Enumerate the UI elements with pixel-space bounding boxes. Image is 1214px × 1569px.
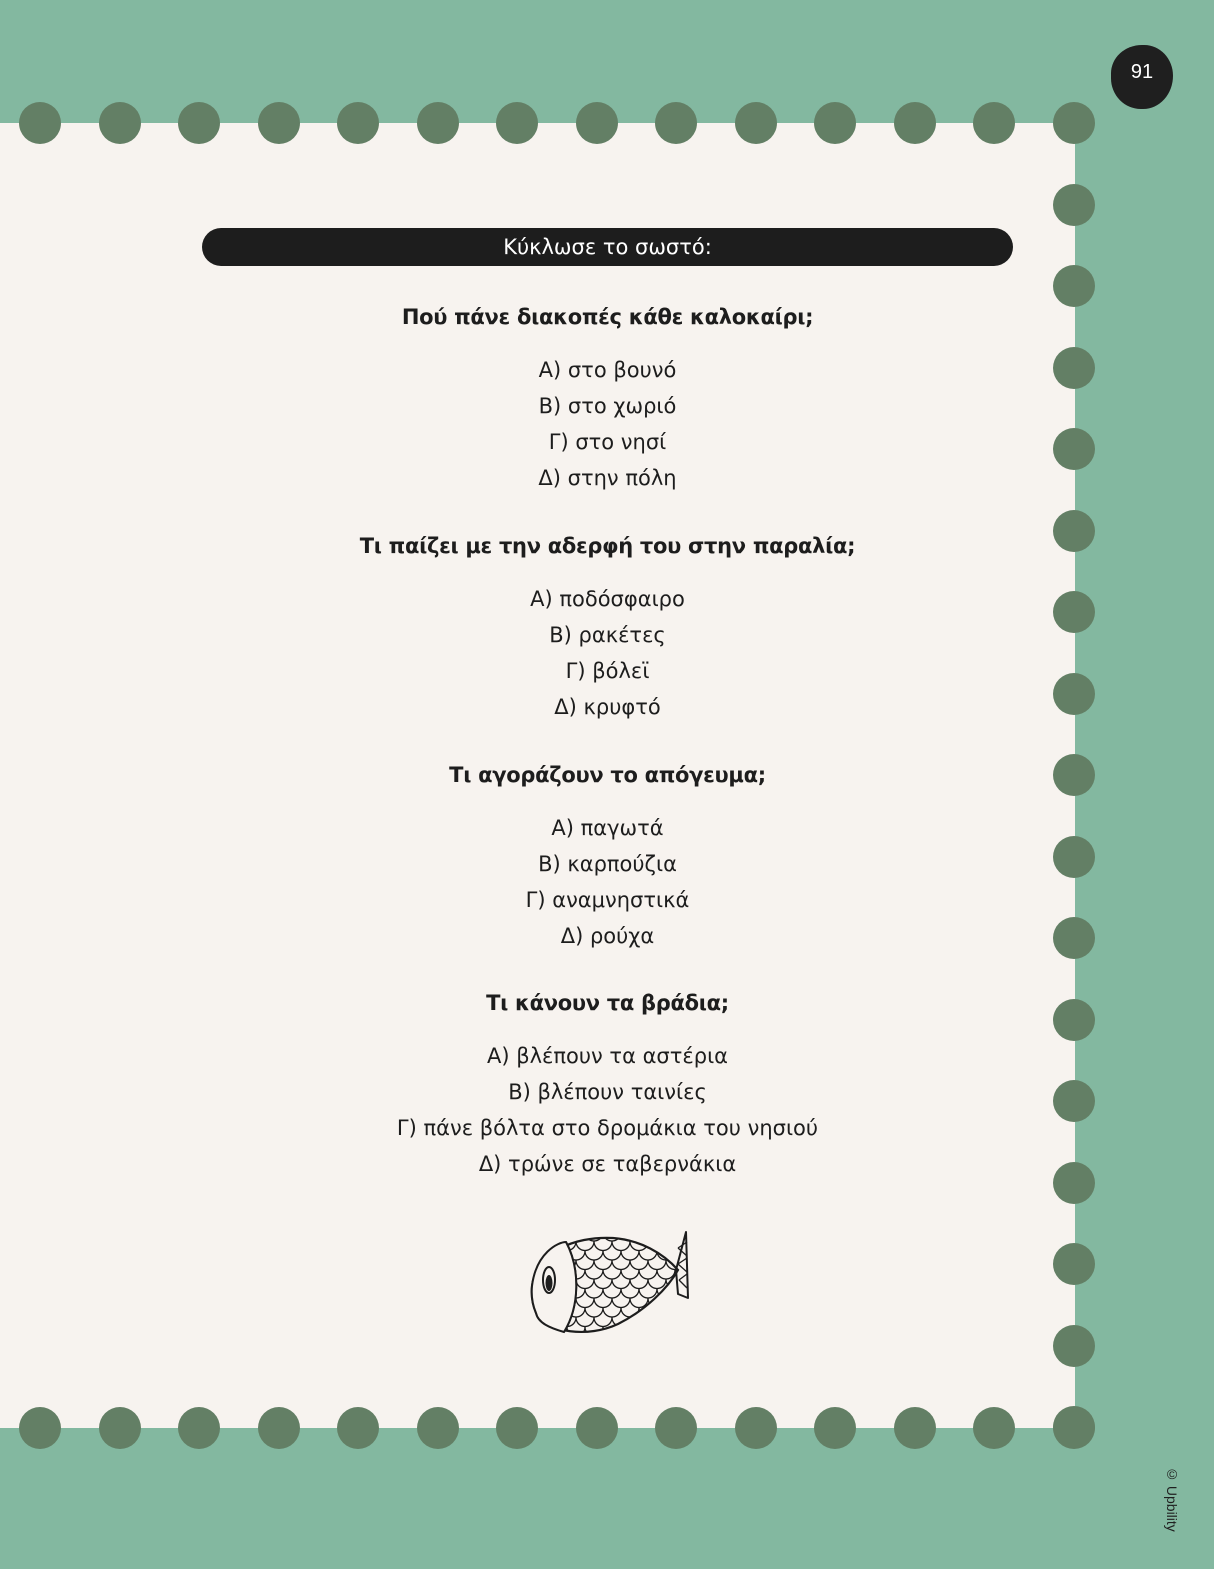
decorative-dot <box>1053 591 1095 633</box>
answer-option[interactable]: Δ) στην πόλη <box>538 466 677 490</box>
question-block <box>202 531 1013 725</box>
decorative-dot <box>417 1407 459 1449</box>
fish-scale <box>603 1270 621 1279</box>
question-block <box>202 988 1013 1182</box>
decorative-dot <box>1053 102 1095 144</box>
decorative-dot <box>496 102 538 144</box>
fish-scale <box>594 1299 612 1308</box>
fish-scale <box>639 1251 657 1260</box>
decorative-dot <box>576 102 618 144</box>
decorative-dot <box>973 102 1015 144</box>
fish-scale <box>612 1261 630 1270</box>
decorative-dot <box>19 1407 61 1449</box>
decorative-dot <box>735 1407 777 1449</box>
decorative-dot <box>1053 1407 1095 1449</box>
instruction-text: Κύκλωσε το σωστό: <box>503 235 712 259</box>
fish-scale <box>621 1289 639 1298</box>
decorative-dot <box>1053 999 1095 1041</box>
page-number-badge <box>1111 45 1173 109</box>
fish-scale <box>630 1280 648 1289</box>
fish-scale <box>675 1232 690 1241</box>
fish-scale <box>576 1261 594 1270</box>
decorative-dot <box>1053 1243 1095 1285</box>
decorative-dot <box>1053 265 1095 307</box>
decorative-dot <box>973 1407 1015 1449</box>
decorative-dot <box>1053 1162 1095 1204</box>
fish-scale <box>612 1299 630 1308</box>
instruction-banner <box>202 228 1013 266</box>
decorative-dot <box>894 1407 936 1449</box>
fish-scale <box>612 1280 630 1289</box>
fish-scale <box>576 1299 594 1308</box>
decorative-dot <box>1053 1325 1095 1367</box>
question-text: Πού πάνε διακοπές κάθε καλοκαίρι; <box>401 305 814 329</box>
answer-option[interactable]: Β) καρπούζια <box>538 852 677 876</box>
copyright-label: © Upbility <box>1164 1466 1180 1532</box>
answer-option[interactable]: Β) ρακέτες <box>549 623 666 647</box>
fish-scale <box>666 1299 684 1308</box>
fish-scale <box>576 1318 594 1327</box>
fish-scale <box>657 1327 675 1336</box>
fish-scale <box>648 1261 666 1270</box>
decorative-dot <box>814 1407 856 1449</box>
fish-scale <box>639 1289 657 1298</box>
fish-scale <box>594 1261 612 1270</box>
decorative-dot <box>1053 754 1095 796</box>
answer-option[interactable]: Α) βλέπουν τα αστέρια <box>486 1044 729 1068</box>
fish-icon <box>528 1228 690 1338</box>
fish-scale <box>657 1232 675 1241</box>
fish-scale <box>621 1270 639 1279</box>
answer-option[interactable]: Α) στο βουνό <box>538 358 677 382</box>
fish-scale <box>630 1261 648 1270</box>
fish-scale <box>621 1251 639 1260</box>
decorative-dot <box>1053 428 1095 470</box>
fish-scale <box>603 1308 621 1317</box>
decorative-dot <box>655 102 697 144</box>
decorative-dot <box>496 1407 538 1449</box>
fish-scale <box>585 1289 603 1298</box>
answer-option[interactable]: Δ) ρούχα <box>560 924 655 948</box>
decorative-dot <box>99 102 141 144</box>
fish-scale <box>594 1280 612 1289</box>
answer-option[interactable]: Γ) πάνε βόλτα στο δρομάκια του νησιού <box>396 1116 819 1140</box>
question-text: Τι παίζει με την αδερφή του στην παραλία; <box>359 534 856 558</box>
answer-option[interactable]: Β) βλέπουν ταινίες <box>508 1080 707 1104</box>
decorative-dot <box>337 102 379 144</box>
question-text: Τι κάνουν τα βράδια; <box>486 991 729 1015</box>
decorative-dot <box>1053 673 1095 715</box>
decorative-dot <box>337 1407 379 1449</box>
fish-scale <box>585 1251 603 1260</box>
question-block <box>202 760 1013 954</box>
fish-scale <box>549 1232 567 1241</box>
decorative-dot <box>1053 1080 1095 1122</box>
fish-scale <box>639 1270 657 1279</box>
fish-scale <box>585 1270 603 1279</box>
decorative-dot <box>19 102 61 144</box>
decorative-dot <box>576 1407 618 1449</box>
decorative-dot <box>814 102 856 144</box>
page-number: 91 <box>1130 61 1154 83</box>
answer-option[interactable]: Α) παγωτά <box>551 816 664 840</box>
decorative-dot <box>417 102 459 144</box>
answer-option[interactable]: Γ) αναμνηστικά <box>525 888 690 912</box>
fish-scale <box>603 1251 621 1260</box>
fish-scale <box>630 1318 648 1327</box>
answer-option[interactable]: Δ) τρώνε σε ταβερνάκια <box>478 1152 737 1176</box>
fish-scale <box>657 1308 675 1317</box>
answer-option[interactable]: Α) ποδόσφαιρο <box>530 587 685 611</box>
fish-scale <box>666 1318 684 1327</box>
fish-scale <box>585 1308 603 1317</box>
decorative-dot <box>1053 510 1095 552</box>
fish-scale <box>639 1327 657 1336</box>
decorative-dot <box>1053 347 1095 389</box>
answer-option[interactable]: Β) στο χωριό <box>538 394 677 418</box>
decorative-dot <box>735 102 777 144</box>
answer-option[interactable]: Γ) στο νησί <box>548 430 667 454</box>
decorative-dot <box>178 1407 220 1449</box>
fish-scale <box>621 1327 639 1336</box>
decorative-dot <box>99 1407 141 1449</box>
fish-scale <box>639 1232 657 1241</box>
fish-scale <box>675 1327 690 1336</box>
fish-scale <box>648 1318 666 1327</box>
decorative-dot <box>178 102 220 144</box>
fish-scale <box>594 1242 612 1251</box>
fish-scale <box>594 1318 612 1327</box>
fish-scale <box>675 1308 690 1317</box>
decorative-dot <box>258 1407 300 1449</box>
fish-scale <box>603 1289 621 1298</box>
question-block <box>202 302 1013 496</box>
answer-option[interactable]: Γ) βόλεϊ <box>565 659 650 683</box>
decorative-dot <box>258 102 300 144</box>
decorative-dot <box>1053 836 1095 878</box>
fish-scale <box>612 1242 630 1251</box>
decorative-dot <box>1053 917 1095 959</box>
decorative-dot <box>655 1407 697 1449</box>
fish-scale <box>603 1232 621 1241</box>
answer-option[interactable]: Δ) κρυφτό <box>554 695 661 719</box>
fish-scale <box>576 1280 594 1289</box>
fish-scale <box>576 1242 594 1251</box>
fish-scale <box>648 1280 666 1289</box>
question-text: Τι αγοράζουν το απόγευμα; <box>449 763 766 787</box>
decorative-dot <box>1053 184 1095 226</box>
decorative-dot <box>894 102 936 144</box>
